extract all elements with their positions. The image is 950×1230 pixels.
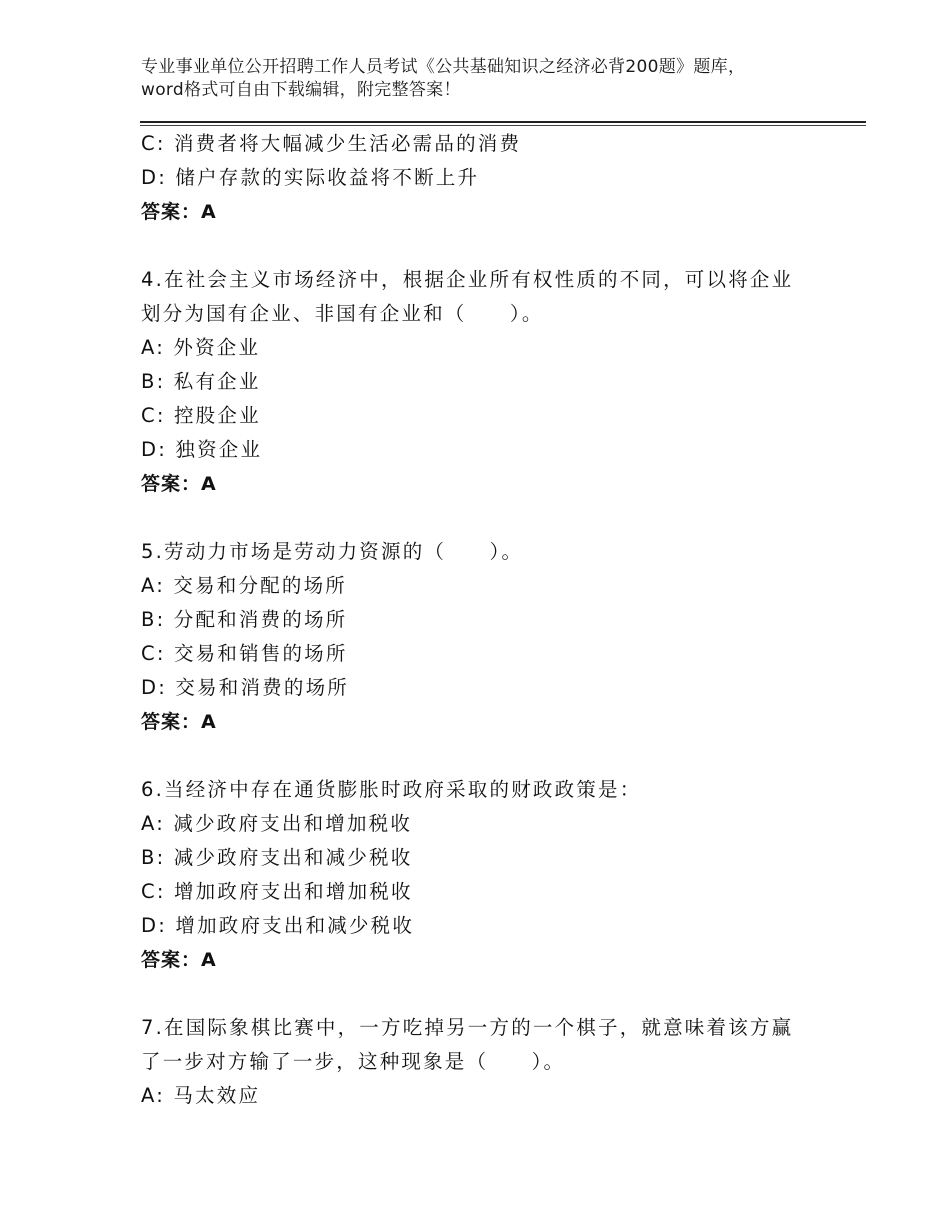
question-6 xyxy=(141,773,821,977)
question-7 xyxy=(141,1011,821,1113)
spacer xyxy=(141,501,821,535)
question-carryover xyxy=(141,127,821,229)
option-a: A: 交易和分配的场所 xyxy=(141,574,347,597)
option-c: C: 控股企业 xyxy=(141,404,261,427)
question-4 xyxy=(141,263,821,501)
header-divider-thin xyxy=(140,125,866,126)
option-d: D: 独资企业 xyxy=(141,438,263,461)
spacer xyxy=(141,229,821,263)
answer-line: 答案：A xyxy=(141,201,217,223)
spacer xyxy=(141,739,821,773)
page-header xyxy=(141,56,781,102)
option-c: C: 增加政府支出和增加税收 xyxy=(141,880,413,903)
header-divider-thick xyxy=(140,121,866,123)
question-stem: 4.在社会主义市场经济中，根据企业所有权性质的不同，可以将企业划分为国有企业、非国有企业和（ ）。 xyxy=(141,268,794,325)
answer-line: 答案：A xyxy=(141,473,217,495)
document-body xyxy=(141,127,821,1113)
option-a: A: 减少政府支出和增加税收 xyxy=(141,812,413,835)
question-stem: 7.在国际象棋比赛中，一方吃掉另一方的一个棋子，就意味着该方赢了一步对方输了一步，这种现象是（ ）。 xyxy=(141,1016,794,1073)
spacer xyxy=(141,977,821,1011)
option-d: D: 交易和消费的场所 xyxy=(141,676,349,699)
question-stem: 6.当经济中存在通货膨胀时政府采取的财政政策是： xyxy=(141,778,642,801)
option-b: B: 减少政府支出和减少税收 xyxy=(141,846,413,869)
option-b: B: 私有企业 xyxy=(141,370,261,393)
question-5 xyxy=(141,535,821,739)
question-stem: 5.劳动力市场是劳动力资源的（ ）。 xyxy=(141,540,524,563)
document-title: 专业事业单位公开招聘工作人员考试《公共基础知识之经济必背200题》题库，word格式可自由下载编辑，附完整答案！ xyxy=(141,57,746,100)
option-c: C: 消费者将大幅减少生活必需品的消费 xyxy=(141,132,522,155)
option-a: A: 马太效应 xyxy=(141,1084,261,1107)
option-a: A: 外资企业 xyxy=(141,336,261,359)
option-b: B: 分配和消费的场所 xyxy=(141,608,348,631)
answer-line: 答案：A xyxy=(141,711,217,733)
option-d: D: 储户存款的实际收益将不断上升 xyxy=(141,166,480,189)
option-c: C: 交易和销售的场所 xyxy=(141,642,348,665)
header-divider xyxy=(140,121,866,126)
answer-line: 答案：A xyxy=(141,949,217,971)
option-d: D: 增加政府支出和减少税收 xyxy=(141,914,415,937)
